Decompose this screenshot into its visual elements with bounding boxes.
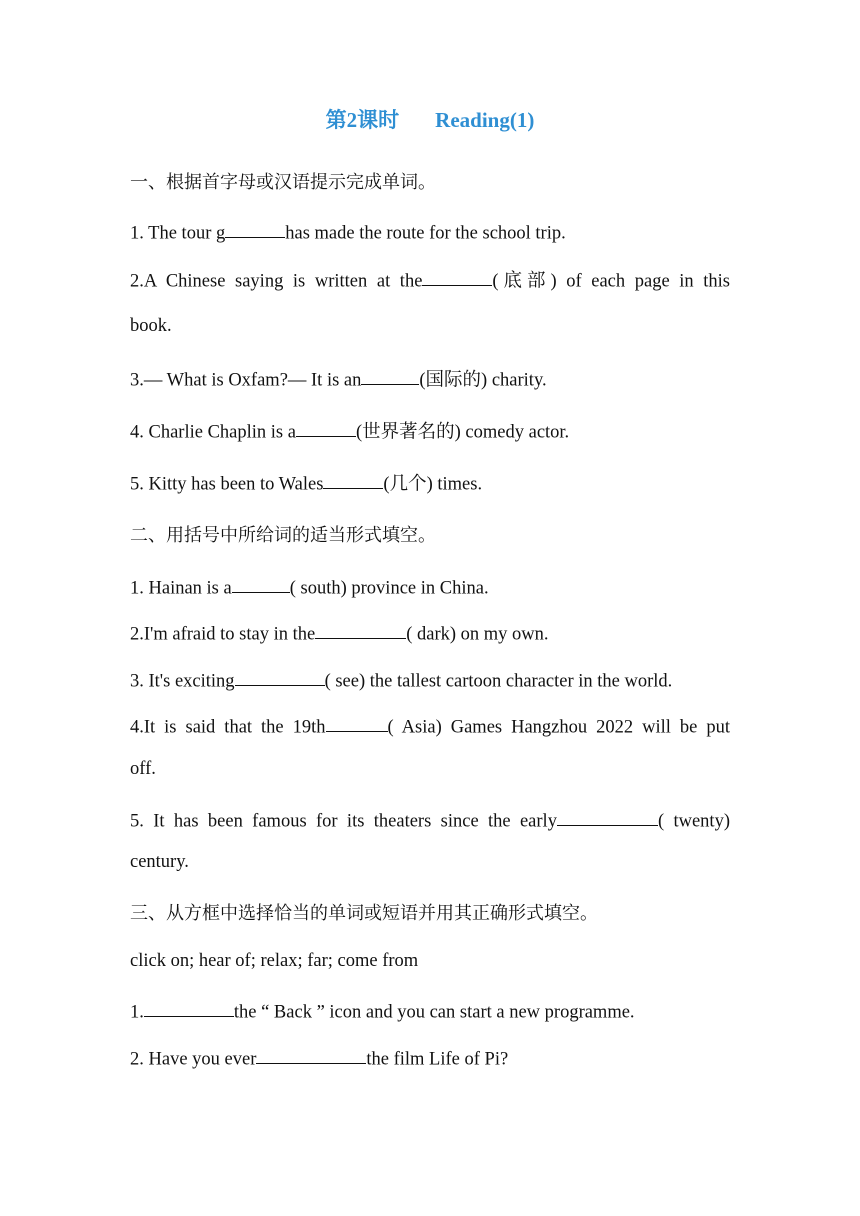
answer-blank[interactable]	[225, 218, 285, 238]
s3-question-1: 1. the “ Back ” icon and you can start a new programme.	[130, 997, 635, 1023]
s2-question-4-cont: off.	[130, 759, 156, 779]
s2-question-2: 2.I'm afraid to stay in the ( dark) on my own.	[130, 619, 549, 645]
answer-blank[interactable]	[557, 806, 658, 826]
s1-question-3: 3.— What is Oxfam?— It is an (国际的) charity.	[130, 365, 547, 391]
answer-blank[interactable]	[144, 997, 234, 1017]
answer-blank[interactable]	[296, 417, 356, 437]
answer-blank[interactable]	[323, 469, 383, 489]
word-bank: click on; hear of; relax; far; come from	[130, 951, 419, 971]
s1-question-1: 1. The tour g has made the route for the school trip.	[130, 218, 566, 244]
answer-blank[interactable]	[422, 266, 492, 286]
page-title	[0, 104, 860, 134]
answer-blank[interactable]	[326, 712, 388, 732]
s2-question-4: 4.It is said that the 19th ( Asia) Games Hangzhou 2022 will be put	[130, 712, 730, 738]
s2-question-1: 1. Hainan is a ( south) province in China.	[130, 573, 489, 599]
s1-question-5: 5. Kitty has been to Wales (几个) times.	[130, 469, 482, 495]
s1-question-2-cont: book.	[130, 316, 172, 336]
answer-blank[interactable]	[256, 1044, 366, 1064]
s1-question-2: 2.A Chinese saying is written at the (底部) of each page in this	[130, 266, 730, 292]
topic-label: Reading(1)	[435, 108, 535, 132]
answer-blank[interactable]	[232, 573, 290, 593]
section1-heading: 一、根据首字母或汉语提示完成单词。	[130, 172, 436, 193]
section3-heading: 三、从方框中选择恰当的单词或短语并用其正确形式填空。	[130, 903, 598, 924]
s3-question-2: 2. Have you ever the film Life of Pi?	[130, 1044, 508, 1070]
answer-blank[interactable]	[315, 619, 406, 639]
s1-question-4: 4. Charlie Chaplin is a (世界著名的) comedy actor.	[130, 417, 569, 443]
section2-heading: 二、用括号中所给词的适当形式填空。	[130, 525, 436, 546]
s2-question-5: 5. It has been famous for its theaters since the early ( twenty)	[130, 806, 730, 832]
answer-blank[interactable]	[361, 365, 419, 385]
s2-question-3: 3. It's exciting ( see) the tallest cartoon character in the world.	[130, 666, 672, 692]
lesson-label: 第2课时	[325, 108, 400, 132]
s2-question-5-cont: century.	[130, 852, 189, 872]
answer-blank[interactable]	[235, 666, 325, 686]
